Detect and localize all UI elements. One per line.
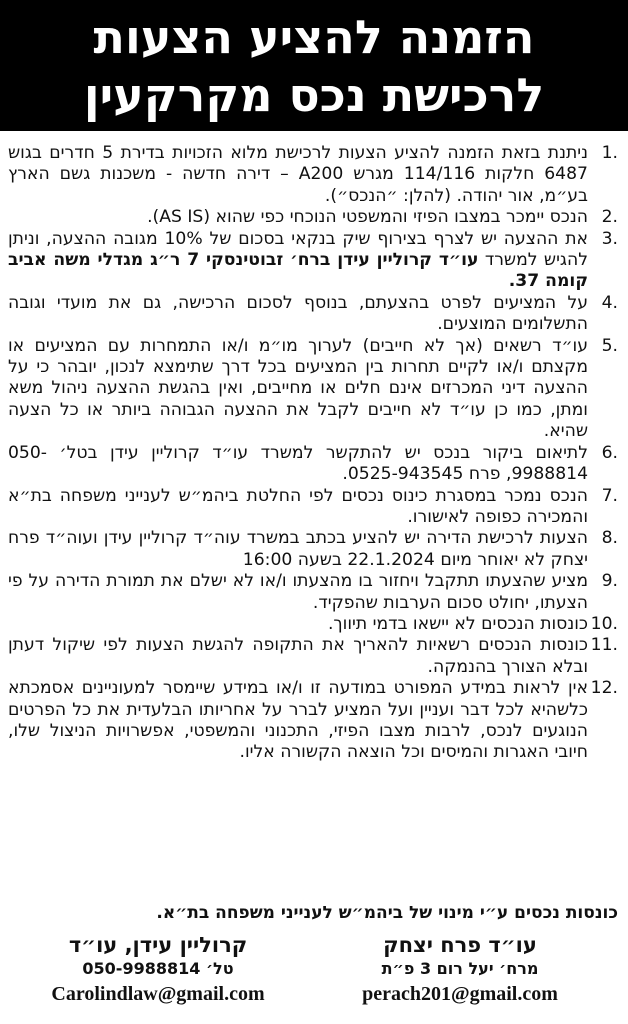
notice-items-list [8, 143, 618, 764]
signature-name: עו״ד פרח יצחק [383, 933, 537, 957]
item-text: עו״ד רשאים (אך לא חייבים) לערוך מו״מ ו/או התמחרות עם המציעים או מקצתם ו/או לקיים תחרות בין המציעים בכל דרך שתימצא לנכון, יובהר כי על ההצעה דיני המכרזים אינם חלים או מחייבים, ואין בהגשת ההצעה ניהול משא ומתן, כמו כן עו״ד לא חייבים לקבל את ההצעה הגבוהה ביותר או כל הצעה שהיא. [8, 335, 588, 442]
header-banner [0, 0, 628, 131]
notice-item [8, 336, 618, 443]
item-number: 10. [590, 613, 618, 634]
item-number: 2. [601, 207, 618, 228]
notice-item [8, 207, 618, 228]
item-text: ניתנת בזאת הזמנה להציע הצעות לרכישת מלוא הזכויות בדירת 5 חדרים בגוש 6487 חלקות 114/116 מגרש A200 – דירה חדשה - משכנות גשם הארץ בע״מ, אור יהודה. (להלן: ״הנכס״). [8, 143, 589, 206]
notice-item [8, 528, 618, 571]
item-bold-text: עו״ד קרוליין עידן ברח׳ זבוטינסקי 7 ר״ג מגדלי משה אביב קומה 37. [8, 250, 588, 292]
signature-email[interactable]: perach201@gmail.com [362, 983, 558, 1005]
item-number: 8. [601, 528, 618, 549]
item-number: 5. [601, 335, 618, 356]
signature-perach [310, 932, 610, 1008]
signature-address: מרח׳ יעל רום 3 פ״ת [381, 959, 539, 978]
header-title-line2: לרכישת נכס מקרקעין [83, 68, 545, 122]
signature-name: קרוליין עידן, עו״ד [68, 933, 248, 957]
signature-phone: טל׳ 050-9988814 [82, 959, 234, 978]
item-text: אין לראות במידע המפורט במודעה זו ו/או במידע שיימסר למעוניינים אסמכתא כלשהיא לכל דבר ועניין ועל המציע לברר על אחריותו הבלעדית את כל הפרטים הנוגעים לנכס, לרבות מצבו הפיזי, התכנוני והמשפטי, אפשרויות הניצול שלו, חיובי האגרות והמיסים וכל הוצאה הקשורה אליו. [8, 678, 588, 763]
item-number: 4. [601, 292, 618, 313]
item-number: 1. [601, 143, 618, 163]
item-number: 11. [590, 635, 618, 656]
item-number: 6. [601, 442, 618, 463]
item-text: הנכס יימכר במצבו הפיזי והמשפטי הנוכחי כפי שהוא (AS IS). [147, 207, 588, 228]
item-text: כונסות הנכסים לא יישאו בדמי תיווך. [327, 613, 588, 634]
signature-carolin [8, 932, 308, 1008]
notice-item [8, 229, 618, 293]
item-number: 3. [601, 228, 618, 249]
receivers-note: כונסות נכסים ע״י מינוי של ביהמ״ש לענייני משפחה בת״א. [156, 903, 618, 923]
item-text: על המציעים לפרט בהצעתם, בנוסף לסכום הרכישה, גם את מועדי וגובה התשלומים המוצעים. [8, 292, 588, 335]
item-number: 7. [601, 485, 618, 506]
item-number: 9. [601, 571, 618, 592]
notice-item [8, 293, 618, 336]
notice-item [8, 486, 618, 529]
notice-item [8, 635, 618, 678]
item-text: הצעות לרכישת הדירה יש להציע בכתב במשרד עוה״ד קרוליין עידן ועוה״ד פרח יצחק לא יאוחר מיום 22.1.2024 בשעה 16:00 [8, 528, 588, 570]
item-text: כונסות הנכסים רשאיות להאריך את התקופה להגשת הצעות לפי שיקול דעתן ובלא הצורך בהנמקה. [8, 635, 588, 677]
item-text: לתיאום ביקור בנכס יש להתקשר למשרד עו״ד קרוליין עידן בטל׳ 050-9988814, פרח 0525-943545. [8, 442, 588, 485]
notice-item [8, 614, 618, 635]
item-text: את ההצעה יש לצרף בצירוף שיק בנקאי בסכום של 10% מגובה ההצעה, וניתן להגיש למשרד [8, 228, 588, 271]
notice-item [8, 143, 618, 207]
header-title-line1: הזמנה להציע הצעות [93, 10, 535, 64]
item-text: מציע שהצעתו תתקבל ויחזור בו מהצעתו ו/או לא ישלם את תמורת הדירה על פי הצעתו, יחולט סכום הערבות שהפקיד. [8, 571, 588, 613]
notice-item [8, 571, 618, 614]
signature-email[interactable]: Carolindlaw@gmail.com [51, 983, 265, 1005]
item-number: 12. [590, 678, 618, 699]
notice-item [8, 443, 618, 486]
item-text: הנכס נמכר במסגרת כינוס נכסים לפי החלטת ביהמ״ש לענייני משפחה בת״א והמכירה כפופה לאישורו. [8, 485, 588, 527]
notice-item [8, 678, 618, 764]
